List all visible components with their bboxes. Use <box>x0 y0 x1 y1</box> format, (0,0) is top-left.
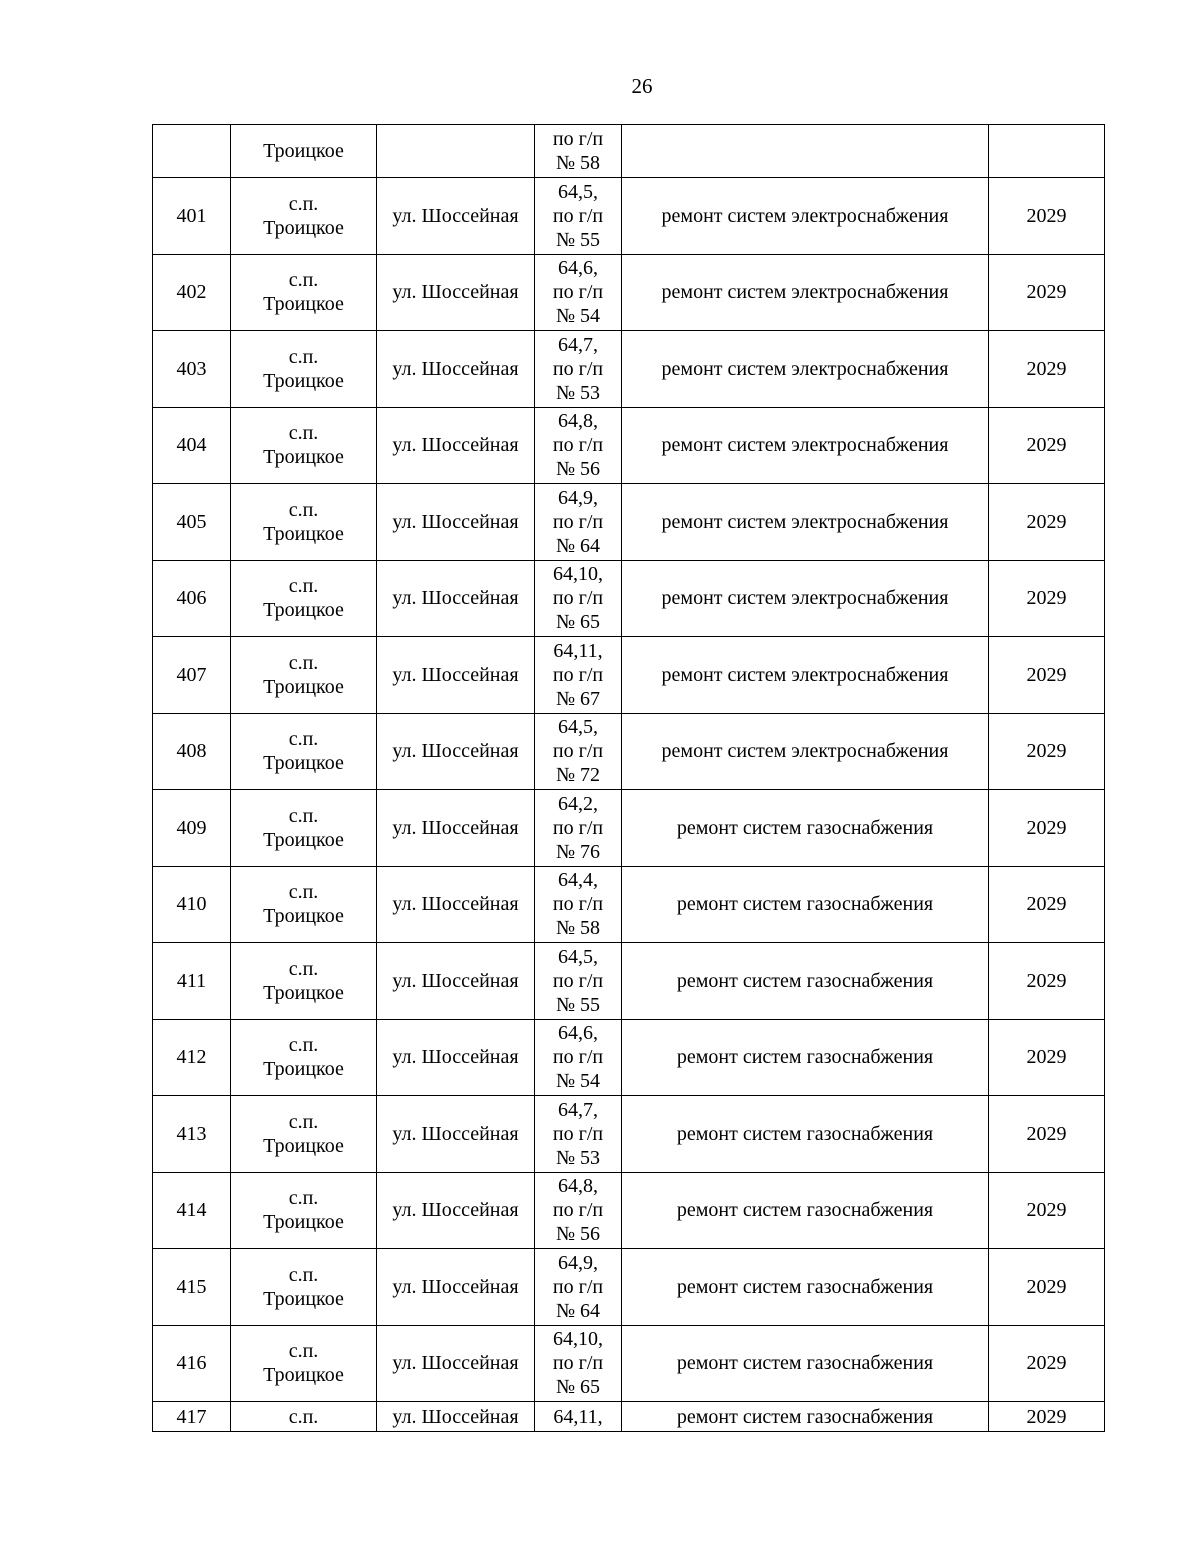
settlement-line: Троицкое <box>263 599 344 622</box>
address-line: № 55 <box>555 993 601 1016</box>
settlement-line: Троицкое <box>263 828 344 851</box>
settlement-cell <box>231 790 377 867</box>
settlement-line: с.п. <box>288 881 319 904</box>
settlement-line: Троицкое <box>263 522 344 545</box>
work-cell: ремонт систем газоснабжения <box>622 1019 989 1096</box>
year-cell: 2029 <box>989 331 1105 408</box>
address-line: 64,9, <box>558 1251 598 1274</box>
street-cell: ул. Шоссейная <box>377 943 535 1020</box>
address-line: 64,10, <box>553 563 603 586</box>
address-line: 64,7, <box>558 1098 598 1121</box>
settlement-cell <box>231 1172 377 1249</box>
row-number-cell: 408 <box>153 713 231 790</box>
street-cell: ул. Шоссейная <box>377 1402 535 1432</box>
address-line: 64,5, <box>558 945 598 968</box>
work-cell: ремонт систем электроснабжения <box>622 560 989 637</box>
address-line: 64,4, <box>558 869 598 892</box>
table-row <box>153 637 1105 714</box>
address-cell <box>535 637 622 714</box>
settlement-line: Троицкое <box>263 752 344 775</box>
row-number-cell: 414 <box>153 1172 231 1249</box>
settlement-line: с.п. <box>288 804 319 827</box>
row-number-cell: 406 <box>153 560 231 637</box>
table-row <box>153 125 1105 178</box>
address-line: 64,5, <box>558 716 598 739</box>
work-cell: ремонт систем электроснабжения <box>622 331 989 408</box>
address-line: № 65 <box>555 1376 601 1399</box>
settlement-line: с.п. <box>288 498 319 521</box>
street-cell: ул. Шоссейная <box>377 254 535 331</box>
settlement-cell <box>231 866 377 943</box>
street-cell: ул. Шоссейная <box>377 1096 535 1173</box>
settlement-line: Троицкое <box>263 1287 344 1310</box>
row-number-cell: 413 <box>153 1096 231 1173</box>
works-table <box>152 124 1105 1432</box>
year-cell: 2029 <box>989 254 1105 331</box>
address-cell <box>535 484 622 561</box>
address-cell <box>535 943 622 1020</box>
table-row <box>153 331 1105 408</box>
settlement-line: с.п. <box>288 575 319 598</box>
row-number-cell: 405 <box>153 484 231 561</box>
address-line: № 56 <box>555 458 601 481</box>
year-cell: 2029 <box>989 484 1105 561</box>
row-number-cell: 404 <box>153 407 231 484</box>
address-cell <box>535 790 622 867</box>
table-row <box>153 1019 1105 1096</box>
table-row <box>153 178 1105 255</box>
street-cell: ул. Шоссейная <box>377 560 535 637</box>
settlement-line: с.п. <box>288 1110 319 1133</box>
address-line: 64,8, <box>558 1175 598 1198</box>
settlement-line: с.п. <box>288 1187 319 1210</box>
street-cell <box>377 125 535 178</box>
settlement-line: Троицкое <box>263 1211 344 1234</box>
work-cell: ремонт систем электроснабжения <box>622 254 989 331</box>
row-number-cell: 411 <box>153 943 231 1020</box>
address-cell <box>535 1325 622 1402</box>
address-line: по г/п <box>552 204 604 227</box>
address-line: № 58 <box>555 917 601 940</box>
settlement-line: с.п. <box>288 1263 319 1286</box>
address-line: 64,6, <box>558 257 598 280</box>
settlement-cell <box>231 331 377 408</box>
row-number-cell: 401 <box>153 178 231 255</box>
address-line: № 54 <box>555 305 601 328</box>
settlement-line: Троицкое <box>263 369 344 392</box>
street-cell: ул. Шоссейная <box>377 1249 535 1326</box>
settlement-cell <box>231 125 377 178</box>
work-cell: ремонт систем электроснабжения <box>622 178 989 255</box>
street-cell: ул. Шоссейная <box>377 866 535 943</box>
address-line: № 76 <box>555 840 601 863</box>
work-cell <box>622 125 989 178</box>
work-cell: ремонт систем газоснабжения <box>622 1249 989 1326</box>
table-row <box>153 560 1105 637</box>
address-line: 64,2, <box>558 792 598 815</box>
address-line: 64,8, <box>558 410 598 433</box>
street-cell: ул. Шоссейная <box>377 484 535 561</box>
address-line: 64,5, <box>558 180 598 203</box>
address-cell <box>535 407 622 484</box>
settlement-line: Троицкое <box>263 216 344 239</box>
address-line: 64,9, <box>558 486 598 509</box>
settlement-cell: с.п. <box>231 1402 377 1432</box>
address-cell <box>535 331 622 408</box>
work-cell: ремонт систем газоснабжения <box>622 1096 989 1173</box>
address-line: № 53 <box>555 1146 601 1169</box>
street-cell: ул. Шоссейная <box>377 178 535 255</box>
settlement-line: с.п. <box>288 345 319 368</box>
settlement-cell <box>231 1249 377 1326</box>
settlement-line: с.п. <box>288 422 319 445</box>
settlement-line: с.п. <box>288 269 319 292</box>
table-row <box>153 713 1105 790</box>
address-line: по г/п <box>552 1122 604 1145</box>
address-line: по г/п <box>552 128 604 150</box>
address-cell <box>535 1019 622 1096</box>
settlement-line: Троицкое <box>263 905 344 928</box>
settlement-line: Троицкое <box>263 446 344 469</box>
address-line: по г/п <box>552 740 604 763</box>
table-row <box>153 1249 1105 1326</box>
address-line: 64,10, <box>553 1328 603 1351</box>
address-cell: 64,11, <box>535 1402 622 1432</box>
address-line: № 67 <box>555 687 601 710</box>
address-line: по г/п <box>552 1275 604 1298</box>
row-number-cell: 409 <box>153 790 231 867</box>
address-line: № 64 <box>555 534 601 557</box>
year-cell: 2029 <box>989 560 1105 637</box>
address-cell <box>535 178 622 255</box>
table-row <box>153 407 1105 484</box>
settlement-cell <box>231 1096 377 1173</box>
address-line: по г/п <box>552 663 604 686</box>
row-number-cell: 412 <box>153 1019 231 1096</box>
table-row <box>153 790 1105 867</box>
year-cell <box>989 125 1105 178</box>
year-cell: 2029 <box>989 1402 1105 1432</box>
work-cell: ремонт систем газоснабжения <box>622 1325 989 1402</box>
settlement-line: Троицкое <box>263 1134 344 1157</box>
page-number: 26 <box>631 74 653 98</box>
address-line: по г/п <box>552 1352 604 1375</box>
address-line: по г/п <box>552 1199 604 1222</box>
table-row <box>153 484 1105 561</box>
address-line: 64,7, <box>558 333 598 356</box>
address-cell <box>535 1096 622 1173</box>
row-number-cell: 407 <box>153 637 231 714</box>
year-cell: 2029 <box>989 713 1105 790</box>
settlement-cell <box>231 560 377 637</box>
work-cell: ремонт систем электроснабжения <box>622 484 989 561</box>
settlement-line: с.п. <box>288 728 319 751</box>
address-line: по г/п <box>552 969 604 992</box>
street-cell: ул. Шоссейная <box>377 1172 535 1249</box>
settlement-line: Троицкое <box>263 1364 344 1387</box>
address-line: № 54 <box>555 1070 601 1093</box>
settlement-cell <box>231 637 377 714</box>
settlement-line: Троицкое <box>263 981 344 1004</box>
settlement-cell <box>231 943 377 1020</box>
row-number-cell: 415 <box>153 1249 231 1326</box>
row-number-cell: 417 <box>153 1402 231 1432</box>
year-cell: 2029 <box>989 1249 1105 1326</box>
row-number-cell: 403 <box>153 331 231 408</box>
settlement-cell <box>231 1019 377 1096</box>
table-body <box>153 125 1105 1432</box>
row-number-cell <box>153 125 231 178</box>
year-cell: 2029 <box>989 866 1105 943</box>
year-cell: 2029 <box>989 1172 1105 1249</box>
address-line: 64,6, <box>558 1022 598 1045</box>
table-row <box>153 1402 1105 1432</box>
address-line: по г/п <box>552 281 604 304</box>
settlement-cell <box>231 178 377 255</box>
settlement-cell <box>231 713 377 790</box>
settlement-line: с.п. <box>288 1034 319 1057</box>
address-line: по г/п <box>552 816 604 839</box>
address-cell <box>535 866 622 943</box>
street-cell: ул. Шоссейная <box>377 637 535 714</box>
address-cell <box>535 713 622 790</box>
table-row <box>153 943 1105 1020</box>
address-line: 64,11, <box>553 639 603 662</box>
year-cell: 2029 <box>989 637 1105 714</box>
settlement-line: Троицкое <box>263 675 344 698</box>
year-cell: 2029 <box>989 1019 1105 1096</box>
address-cell <box>535 560 622 637</box>
year-cell: 2029 <box>989 790 1105 867</box>
row-number-cell: 402 <box>153 254 231 331</box>
address-line: № 55 <box>555 228 601 251</box>
address-line: № 58 <box>555 152 601 174</box>
street-cell: ул. Шоссейная <box>377 407 535 484</box>
row-number-cell: 416 <box>153 1325 231 1402</box>
street-cell: ул. Шоссейная <box>377 713 535 790</box>
address-cell <box>535 125 622 178</box>
settlement-line: с.п. <box>288 651 319 674</box>
address-line: по г/п <box>552 587 604 610</box>
address-cell <box>535 1172 622 1249</box>
address-line: № 53 <box>555 381 601 404</box>
work-cell: ремонт систем газоснабжения <box>622 1402 989 1432</box>
settlement-line: с.п. <box>288 192 319 215</box>
work-cell: ремонт систем газоснабжения <box>622 1172 989 1249</box>
settlement-line: Троицкое <box>263 293 344 316</box>
address-line: по г/п <box>552 893 604 916</box>
address-line: по г/п <box>552 357 604 380</box>
street-cell: ул. Шоссейная <box>377 1019 535 1096</box>
work-cell: ремонт систем газоснабжения <box>622 943 989 1020</box>
table-row <box>153 254 1105 331</box>
work-cell: ремонт систем электроснабжения <box>622 637 989 714</box>
year-cell: 2029 <box>989 943 1105 1020</box>
settlement-line: Троицкое <box>263 1058 344 1081</box>
address-line: № 72 <box>555 764 601 787</box>
address-cell <box>535 1249 622 1326</box>
settlement-line: с.п. <box>288 957 319 980</box>
row-number-cell: 410 <box>153 866 231 943</box>
street-cell: ул. Шоссейная <box>377 1325 535 1402</box>
street-cell: ул. Шоссейная <box>377 790 535 867</box>
address-line: № 64 <box>555 1299 601 1322</box>
address-cell <box>535 254 622 331</box>
year-cell: 2029 <box>989 178 1105 255</box>
work-cell: ремонт систем газоснабжения <box>622 790 989 867</box>
year-cell: 2029 <box>989 407 1105 484</box>
settlement-line: с.п. <box>288 1340 319 1363</box>
address-line: по г/п <box>552 434 604 457</box>
street-cell: ул. Шоссейная <box>377 331 535 408</box>
settlement-cell <box>231 1325 377 1402</box>
work-cell: ремонт систем электроснабжения <box>622 407 989 484</box>
settlement-line: Троицкое <box>263 140 344 162</box>
work-cell: ремонт систем электроснабжения <box>622 713 989 790</box>
table-row <box>153 866 1105 943</box>
address-line: № 56 <box>555 1223 601 1246</box>
address-line: по г/п <box>552 510 604 533</box>
year-cell: 2029 <box>989 1325 1105 1402</box>
address-line: по г/п <box>552 1046 604 1069</box>
address-line: № 65 <box>555 611 601 634</box>
table-row <box>153 1325 1105 1402</box>
settlement-cell <box>231 254 377 331</box>
settlement-cell <box>231 484 377 561</box>
settlement-cell <box>231 407 377 484</box>
work-cell: ремонт систем газоснабжения <box>622 866 989 943</box>
year-cell: 2029 <box>989 1096 1105 1173</box>
table-row <box>153 1096 1105 1173</box>
table-row <box>153 1172 1105 1249</box>
